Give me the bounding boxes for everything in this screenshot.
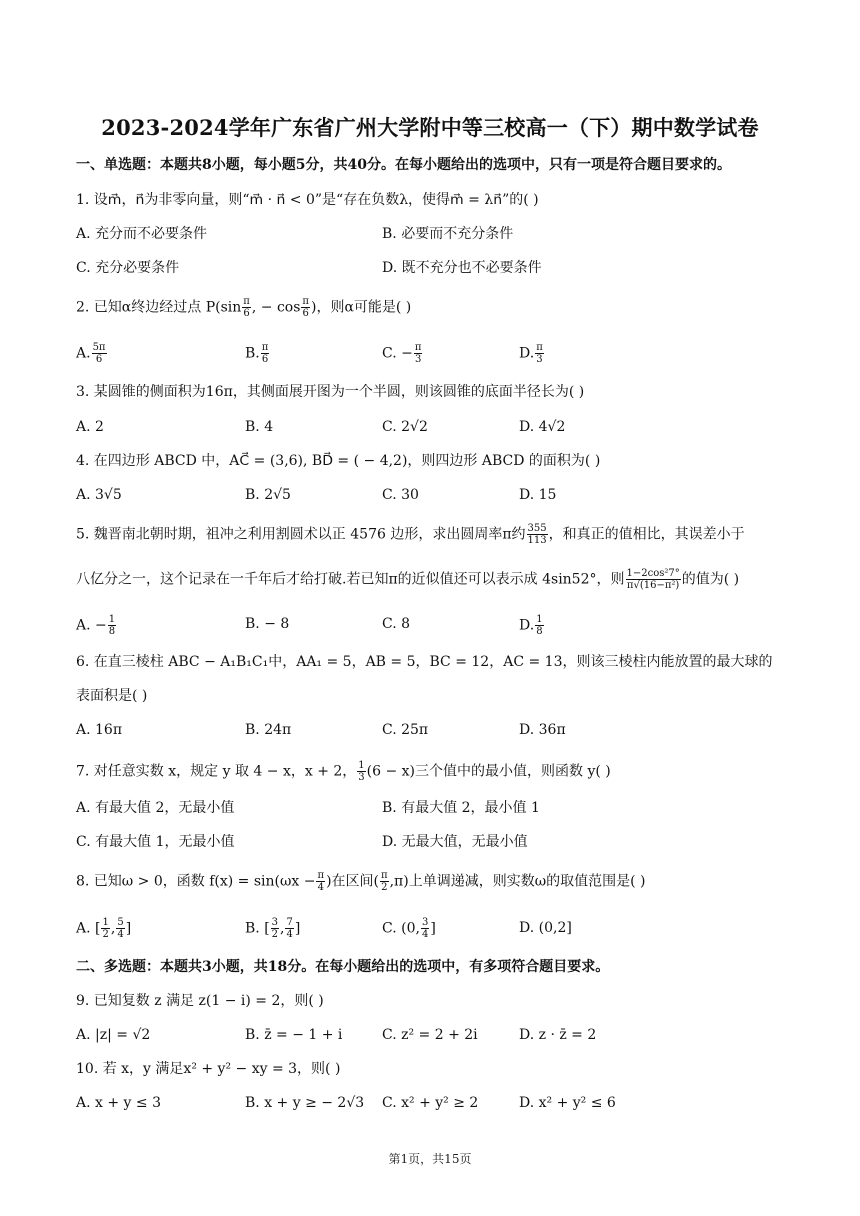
question-3-option-b: B. 4 [245,419,274,435]
question-2-option-c: C. − $\frac{\pi}{3}$ [382,342,422,365]
page-title: 2023-2024学年广东省广州大学附中等三校高一（下）期中数学试卷 [101,115,759,140]
question-1-option-b: B. 必要而不充分条件 [382,226,514,242]
section-heading-multiple-choice: 二、多选题：本题共3小题，共18分。在每小题给出的选项中，有多项符合题目要求。 [76,959,610,975]
question-8-option-d: D. (0,2] [519,920,572,936]
question-10-option-d: D. x² + y² ≤ 6 [519,1095,616,1111]
question-5-option-c: C. 8 [382,616,411,632]
fraction: $\frac{\pi}{6}$ [243,296,250,319]
question-1-stem: 1. 设m⃗，n⃗为非零向量，则“m⃗ · n⃗ < 0”是“存在负数λ，使得m⃗ = λn⃗”的( ) [76,192,539,208]
question-2-option-a: A. $\frac{5\pi}{6}$ [76,342,106,365]
question-7-option-d: D. 无最大值，无最小值 [382,834,528,850]
fraction: $\frac{\pi}{6}$ [302,296,309,319]
question-7-stem: 7. 对任意实数 x，规定 y 取 4 − x，x + 2， $\frac{1}{3}$ (6 − x)三个值中的最小值，则函数 y( ) [76,760,611,783]
question-9-option-a: A. |z| = √2 [76,1027,151,1043]
question-4-option-b: B. 2√5 [245,487,291,503]
question-2-option-b: B. $\frac{\pi}{6}$ [245,342,269,365]
question-9-stem: 9. 已知复数 z 满足 z(1 − i) = 2，则( ) [76,993,324,1009]
question-6-option-c: C. 25π [382,722,429,738]
question-8-stem: 8. 已知ω > 0，函数 f(x) = sin(ωx − $\frac{\pi}{4}$ )在区间( $\frac{\pi}{2}$ ,π)上单调递减，则实数ω的取值范围是( ) [76,870,646,893]
question-4-option-a: A. 3√5 [76,487,122,503]
question-5-option-d: D. $\frac{1}{8}$ [519,614,543,637]
question-9-option-d: D. z · z̄ = 2 [519,1027,597,1043]
question-5-stem-line-2: 八亿分之一，这个记录在一千年后才给打破.若已知π的近似值还可以表示成 4sin52°，则 $\frac{\text{1−2cos²7°}}{\text{π√(16−π²)}}$ 的值为( ) [76,568,740,591]
section-heading-single-choice: 一、单选题：本题共8小题，每小题5分，共40分。在每小题给出的选项中，只有一项是符合题目要求的。 [76,157,731,173]
question-2-option-d: D. $\frac{\pi}{3}$ [519,342,543,365]
question-3-stem: 3. 某圆锥的侧面积为16π，其侧面展开图为一个半圆，则该圆锥的底面半径长为( ) [76,384,585,400]
question-6-option-d: D. 36π [519,722,566,738]
question-3-option-a: A. 2 [76,419,104,435]
question-4-option-d: D. 15 [519,487,557,503]
question-1-option-c: C. 充分必要条件 [76,260,180,276]
question-10-stem: 10. 若 x，y 满足x² + y² − xy = 3，则( ) [76,1061,341,1077]
question-8-option-a: A. [ $\frac{1}{2}$ , $\frac{5}{4}$ ] [76,917,132,940]
question-3-option-d: D. 4√2 [519,419,566,435]
question-10-option-a: A. x + y ≤ 3 [76,1095,161,1111]
question-6-option-a: A. 16π [76,722,123,738]
question-9-option-b: B. z̄ = − 1 + i [245,1027,343,1043]
question-2-stem: 2. 已知α终边经过点 P(sin $\frac{\pi}{6}$ , − cos $\frac{\pi}{6}$ )，则α可能是( ) [76,296,412,319]
question-2-stem-pre: 2. 已知α终边经过点 P(sin [76,299,242,316]
question-6-stem-line-1: 6. 在直三棱柱 ABC − A₁B₁C₁中，AA₁ = 5，AB = 5，BC = 12，AC = 13，则该三棱柱内能放置的最大球的 [76,654,773,670]
question-6-stem-line-2: 表面积是( ) [76,688,148,704]
question-7-option-b: B. 有最大值 2，最小值 1 [382,800,540,816]
question-4-option-c: C. 30 [382,487,419,503]
question-10-option-b: B. x + y ≥ − 2√3 [245,1095,365,1111]
question-8-option-c: C. (0, $\frac{3}{4}$ ] [382,917,436,940]
question-1-option-d: D. 既不充分也不必要条件 [382,260,542,276]
question-7-option-c: C. 有最大值 1，无最小值 [76,834,235,850]
question-8-option-b: B. [ $\frac{3}{2}$ , $\frac{7}{4}$ ] [245,917,301,940]
question-6-option-b: B. 24π [245,722,292,738]
question-7-option-a: A. 有最大值 2，无最小值 [76,800,235,816]
question-10-option-c: C. x² + y² ≥ 2 [382,1095,479,1111]
question-5-option-a: A. − $\frac{1}{8}$ [76,614,116,637]
question-5-stem-line-1: 5. 魏晋南北朝时期，祖冲之利用割圆术以正 4576 边形，求出圆周率π约 $\frac{355}{113}$ ，和真正的值相比，其误差小于 [76,523,745,546]
page-footer: 第1页，共15页 [388,1152,472,1166]
question-3-option-c: C. 2√2 [382,419,428,435]
question-9-option-c: C. z² = 2 + 2i [382,1027,478,1043]
question-1-option-a: A. 充分而不必要条件 [76,226,208,242]
question-5-option-b: B. − 8 [245,616,290,632]
question-4-stem: 4. 在四边形 ABCD 中，AC⃗ = (3,6), BD⃗ = ( − 4,2)，则四边形 ABCD 的面积为( ) [76,453,601,469]
